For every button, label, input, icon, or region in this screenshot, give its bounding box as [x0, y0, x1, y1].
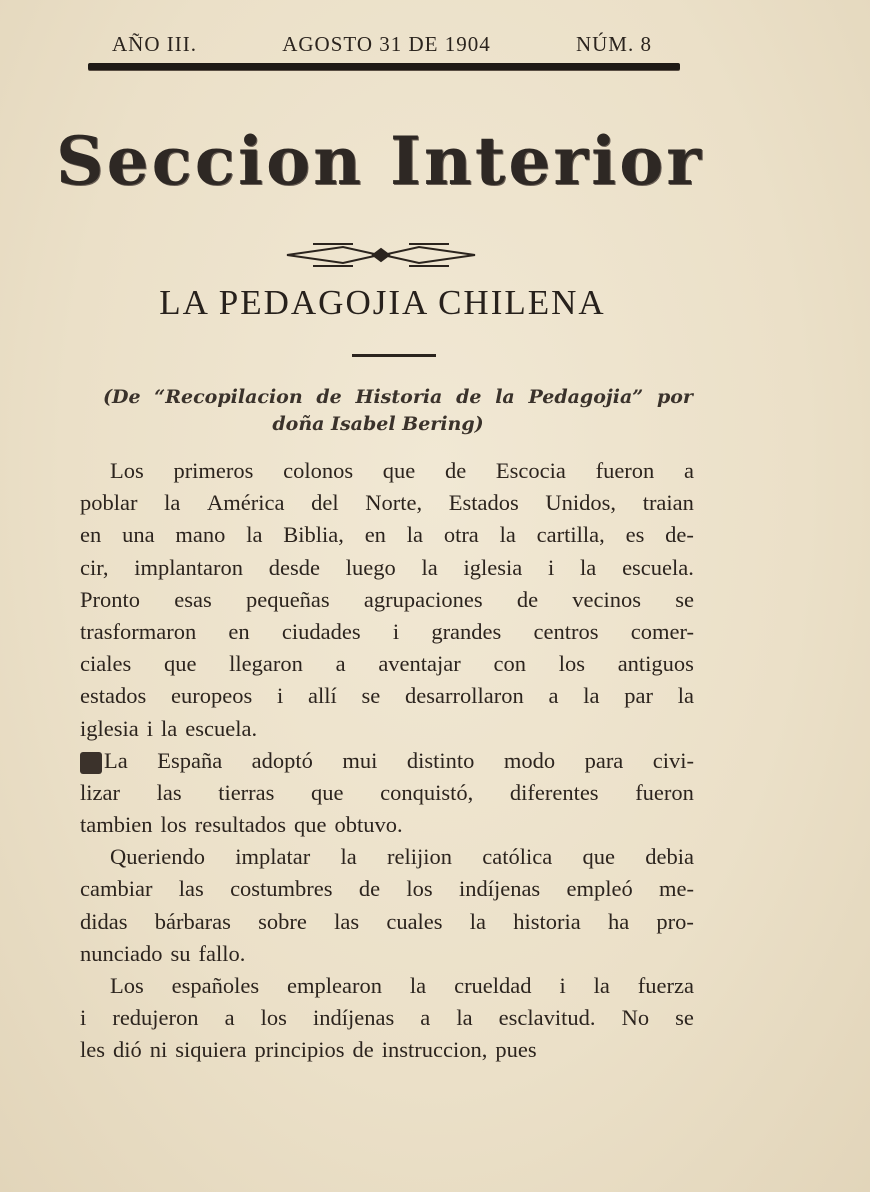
- word: de-: [665, 522, 694, 548]
- word: conquistó,: [380, 779, 474, 805]
- word: se: [675, 1005, 694, 1031]
- word: desde: [268, 554, 320, 580]
- word: tierras: [218, 779, 275, 805]
- word: las: [334, 908, 360, 934]
- word: par: [624, 683, 653, 709]
- attribution-word: de: [456, 386, 482, 408]
- word: Pronto: [80, 586, 141, 612]
- word: cir,: [80, 554, 109, 580]
- word: católica: [482, 844, 553, 870]
- word: historia: [513, 908, 581, 934]
- word: ciudades: [281, 618, 361, 644]
- word: poblar: [80, 490, 138, 516]
- word: que: [582, 844, 615, 870]
- attribution-word: “Recopilacion: [154, 386, 303, 408]
- volume-label: AÑO III.: [112, 32, 197, 56]
- text-line: [80, 713, 694, 745]
- text-line: [80, 584, 694, 616]
- attribution: [103, 384, 693, 438]
- word: cambiar: [80, 876, 153, 902]
- attribution-word: la: [495, 386, 515, 408]
- word: pequeñas: [245, 586, 330, 612]
- text-line: [80, 616, 694, 648]
- word: emplearon: [287, 973, 383, 998]
- word: fueron: [595, 458, 655, 483]
- word: desarrollaron: [405, 683, 524, 709]
- word: didas: [80, 908, 128, 934]
- word: mano: [175, 522, 226, 548]
- word: adoptó: [251, 747, 313, 773]
- header-rule: [88, 63, 680, 70]
- attribution-word: (De: [103, 386, 141, 408]
- attribution-word: Historia: [355, 386, 443, 408]
- word: la: [583, 683, 600, 709]
- word: nunciado: [80, 940, 163, 966]
- word: indíjenas: [313, 1005, 395, 1031]
- word: escuela.: [622, 554, 694, 580]
- word: españoles: [171, 973, 260, 998]
- text-line: [80, 552, 694, 584]
- word: colonos: [283, 458, 354, 483]
- word: los: [406, 876, 433, 902]
- word: de: [352, 1037, 374, 1063]
- word: escuela.: [185, 715, 258, 741]
- word: me-: [659, 876, 694, 902]
- word: les: [80, 1037, 105, 1063]
- word: la: [164, 490, 181, 516]
- word: La: [80, 745, 128, 777]
- word: ha: [607, 908, 630, 934]
- word: iglesia: [463, 554, 523, 580]
- word: relijion: [387, 844, 452, 870]
- word: la: [593, 973, 610, 998]
- word: civi-: [652, 747, 694, 773]
- word: i: [559, 973, 566, 998]
- word: europeos: [171, 683, 253, 709]
- word: con: [493, 651, 526, 677]
- word: cartilla,: [536, 522, 605, 548]
- word: i: [392, 618, 400, 644]
- word: fuerza: [637, 973, 694, 998]
- word: comer-: [630, 618, 694, 644]
- word: España: [157, 747, 223, 773]
- word: en: [80, 522, 102, 548]
- word: dió: [113, 1037, 142, 1063]
- word: i: [276, 683, 284, 709]
- word: la: [421, 554, 438, 580]
- text-line: [80, 938, 694, 970]
- word: los: [558, 651, 585, 677]
- word: pues: [495, 1037, 537, 1063]
- word: distinto: [406, 747, 475, 773]
- word: luego: [345, 554, 396, 580]
- word: a: [684, 458, 694, 483]
- issue-date: AGOSTO 31 DE 1904: [282, 32, 491, 56]
- word: primeros: [173, 458, 254, 483]
- word: la: [406, 522, 423, 548]
- word: la: [469, 908, 487, 934]
- word: lizar: [80, 779, 120, 805]
- text-line: [80, 873, 694, 905]
- word: centros: [533, 618, 599, 644]
- word: la: [409, 973, 427, 998]
- word: que: [382, 458, 416, 483]
- word: del: [311, 490, 339, 516]
- word: la: [677, 683, 694, 709]
- word: i: [80, 1005, 87, 1031]
- word: Norte,: [365, 490, 423, 516]
- text-line: [80, 970, 694, 1002]
- text-line: [80, 777, 694, 809]
- word: en: [364, 522, 386, 548]
- word: obtuvo.: [334, 812, 403, 838]
- word: una: [122, 522, 155, 548]
- word: principios: [254, 1037, 345, 1063]
- word: mui: [342, 747, 378, 773]
- word: traian: [642, 490, 694, 516]
- word: costumbres: [230, 876, 333, 902]
- word: esas: [174, 586, 212, 612]
- word: implatar: [235, 844, 311, 870]
- word: bárbaras: [154, 908, 231, 934]
- word: a: [420, 1005, 431, 1031]
- word: indíjenas: [458, 876, 541, 902]
- word: llegaron: [229, 651, 303, 677]
- word: que: [311, 779, 344, 805]
- title-rule: [352, 354, 436, 357]
- word: otra: [443, 522, 479, 548]
- section-title: Seccion Interior: [55, 122, 705, 200]
- word: grandes: [431, 618, 502, 644]
- attribution-line-1: [103, 384, 693, 411]
- word: la: [580, 554, 597, 580]
- word: i: [548, 554, 555, 580]
- word: sobre: [258, 908, 307, 934]
- paragraph-mark-icon: [80, 752, 102, 774]
- word: Unidos,: [545, 490, 617, 516]
- word: la: [456, 1005, 473, 1031]
- word: empleó: [566, 876, 633, 902]
- word: siquiera: [175, 1037, 247, 1063]
- text-line: [80, 455, 694, 487]
- word: antiguos: [617, 651, 694, 677]
- text-line: [80, 906, 694, 938]
- word: estados: [80, 683, 147, 709]
- text-line: [80, 648, 694, 680]
- word: pro-: [656, 908, 694, 934]
- word: a: [335, 651, 346, 677]
- word: la: [161, 715, 178, 741]
- word: vecinos: [572, 586, 642, 612]
- word: a: [548, 683, 559, 709]
- word: en: [228, 618, 250, 644]
- word: es: [625, 522, 645, 548]
- word: Los: [110, 973, 144, 998]
- word: aventajar: [378, 651, 461, 677]
- text-line: [80, 841, 694, 873]
- word: cuales: [386, 908, 443, 934]
- word: fueron: [635, 779, 694, 805]
- word: para: [584, 747, 624, 773]
- word: diferentes: [509, 779, 599, 805]
- decorative-ornament: [283, 238, 479, 272]
- word: Biblia,: [283, 522, 344, 548]
- attribution-word: por: [656, 386, 693, 408]
- word: se: [361, 683, 381, 709]
- word: fallo.: [198, 940, 246, 966]
- word: resultados: [194, 812, 286, 838]
- word: allí: [308, 683, 337, 709]
- article-body: [80, 455, 694, 1067]
- word: redujeron: [112, 1005, 199, 1031]
- word: No: [621, 1005, 650, 1031]
- word: modo: [503, 747, 556, 773]
- word: Los: [110, 458, 144, 483]
- word: la: [340, 844, 357, 870]
- text-line: [80, 680, 694, 712]
- word: crueldad: [454, 973, 532, 998]
- word: de: [444, 458, 467, 483]
- attribution-line-2: doña Isabel Bering): [272, 413, 484, 435]
- text-line: [80, 1002, 694, 1034]
- word: la: [246, 522, 263, 548]
- word: esclavitud.: [498, 1005, 596, 1031]
- issue-number: NÚM. 8: [575, 32, 652, 56]
- word: debia: [645, 844, 694, 870]
- word: Escocia: [495, 458, 566, 483]
- word: Queriendo: [110, 844, 205, 870]
- word: a: [224, 1005, 235, 1031]
- word: implantaron: [134, 554, 243, 580]
- text-line: [80, 1034, 694, 1066]
- word: América: [207, 490, 285, 516]
- text-line: [80, 519, 694, 551]
- word: de: [516, 586, 539, 612]
- attribution-word: Pedagojia”: [528, 386, 644, 408]
- word: instruccion,: [381, 1037, 488, 1063]
- word: ni: [149, 1037, 168, 1063]
- word: i: [146, 715, 153, 741]
- word: que: [163, 651, 197, 677]
- text-line: [80, 487, 694, 519]
- word: se: [675, 586, 694, 612]
- word: ciales: [80, 651, 132, 677]
- word: las: [156, 779, 182, 805]
- text-line: [80, 809, 694, 841]
- attribution-word: de: [316, 386, 342, 408]
- word: su: [170, 940, 191, 966]
- word: Estados: [448, 490, 519, 516]
- article-title: LA PEDAGOJIA CHILENA: [159, 283, 606, 322]
- word: las: [178, 876, 204, 902]
- word: tambien: [80, 812, 153, 838]
- word: agrupaciones: [363, 586, 483, 612]
- word: de: [358, 876, 381, 902]
- text-line: [80, 745, 694, 777]
- word: que: [293, 812, 327, 838]
- word: los: [160, 812, 187, 838]
- word: los: [260, 1005, 287, 1031]
- word: iglesia: [80, 715, 139, 741]
- running-head: [112, 32, 652, 57]
- word: la: [499, 522, 516, 548]
- word: trasformaron: [80, 618, 197, 644]
